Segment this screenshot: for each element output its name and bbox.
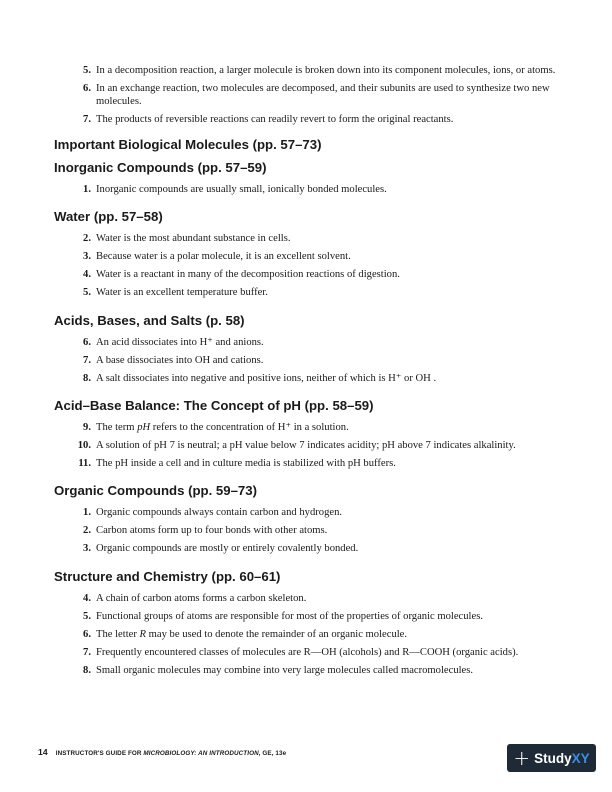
studyxy-badge[interactable] <box>507 744 596 772</box>
item-number: 3. <box>83 251 91 263</box>
item-text: Inorganic compounds are usually small, ionically bonded molecules. <box>96 183 387 195</box>
section-list <box>54 421 564 470</box>
list-item <box>54 64 564 77</box>
item-number: 2. <box>83 233 91 245</box>
list-item <box>54 336 564 349</box>
item-number: 2. <box>83 525 91 537</box>
list-item <box>54 439 564 452</box>
item-number: 8. <box>83 664 91 676</box>
item-text: A base dissociates into OH and cations. <box>96 354 264 366</box>
item-text: Water is an excellent temperature buffer. <box>96 287 268 299</box>
list-item <box>54 524 564 537</box>
section-list <box>54 232 564 299</box>
sections <box>54 160 564 677</box>
list-item <box>54 250 564 263</box>
intro-list <box>54 64 564 127</box>
main-heading: Important Biological Molecules (pp. 57–73) <box>54 136 322 152</box>
item-number: 7. <box>83 114 91 126</box>
item-number: 5. <box>83 610 91 622</box>
item-number: 6. <box>83 336 91 348</box>
item-number: 5. <box>83 287 91 299</box>
section-heading: Water (pp. 57–58) <box>54 209 163 225</box>
item-text: Small organic molecules may combine into very large molecules called macromolecules. <box>96 664 474 676</box>
list-item <box>54 506 564 519</box>
list-item <box>54 183 564 196</box>
list-item <box>54 286 564 299</box>
list-item <box>54 610 564 623</box>
page-number: 14 <box>38 747 48 757</box>
item-text: The products of reversible reactions can readily revert to form the original reactants. <box>96 114 454 126</box>
brand-accent: XY <box>571 750 590 766</box>
list-item <box>54 646 564 659</box>
item-text: In an exchange reaction, two molecules are decomposed, and their subunits are used to synthesize two new molecules. <box>96 83 550 108</box>
item-number: 9. <box>83 422 91 434</box>
item-number: 8. <box>83 372 91 384</box>
section-heading: Inorganic Compounds (pp. 57–59) <box>54 159 267 175</box>
section-heading: Structure and Chemistry (pp. 60–61) <box>54 568 281 584</box>
section-list <box>54 336 564 385</box>
list-item <box>54 372 564 385</box>
list-item <box>54 592 564 605</box>
section-list <box>54 506 564 555</box>
item-text: Water is the most abundant substance in cells. <box>96 233 291 245</box>
footer-book-title: MICROBIOLOGY: AN INTRODUCTION <box>143 750 259 757</box>
list-item <box>54 628 564 641</box>
item-number: 11. <box>78 458 91 470</box>
item-text: Frequently encountered classes of molecules are R—OH (alcohols) and R—COOH (organic acids). <box>96 646 519 658</box>
item-text: The pH inside a cell and in culture media is stabilized with pH buffers. <box>96 458 396 470</box>
item-text: Because water is a polar molecule, it is an excellent solvent. <box>96 251 351 263</box>
item-number: 5. <box>83 65 91 76</box>
list-item <box>54 457 564 470</box>
item-text: Functional groups of atoms are responsible for most of the properties of organic molecules. <box>96 610 483 622</box>
list-item <box>54 268 564 281</box>
item-text: Water is a reactant in many of the decomposition reactions of digestion. <box>96 269 400 281</box>
item-text: An acid dissociates into H⁺ and anions. <box>96 336 264 348</box>
page-footer <box>38 747 286 757</box>
brand-logo <box>534 751 590 766</box>
list-item <box>54 354 564 367</box>
item-number: 1. <box>83 507 91 519</box>
item-text: In a decomposition reaction, a larger molecule is broken down into its component molecules, ions, or atoms. <box>96 65 556 76</box>
footer-suffix: , GE, 13e <box>258 750 287 757</box>
list-item <box>54 421 564 434</box>
item-number: 4. <box>83 269 91 281</box>
item-number: 10. <box>77 440 91 452</box>
item-number: 1. <box>83 183 91 195</box>
item-text: A salt dissociates into negative and positive ions, neither of which is H⁺ or OH . <box>96 372 437 384</box>
item-number: 4. <box>83 592 91 604</box>
item-number: 7. <box>83 354 91 366</box>
list-item <box>54 82 564 109</box>
list-item <box>54 542 564 555</box>
item-text: Organic compounds are mostly or entirely covalently bonded. <box>96 543 359 555</box>
section-list <box>54 592 564 677</box>
item-text: The term pH refers to the concentration of H⁺ in a solution. <box>96 422 349 434</box>
item-number: 6. <box>83 83 91 94</box>
item-number: 6. <box>83 628 91 640</box>
item-text: Organic compounds always contain carbon and hydrogen. <box>96 507 343 519</box>
item-text: The letter R may be used to denote the remainder of an organic molecule. <box>96 628 408 640</box>
item-text: Carbon atoms form up to four bonds with other atoms. <box>96 525 328 537</box>
item-text: A solution of pH 7 is neutral; a pH value below 7 indicates acidity; pH above 7 indicates alkalinity. <box>96 440 516 452</box>
item-text: A chain of carbon atoms forms a carbon skeleton. <box>96 592 307 604</box>
list-item <box>54 232 564 245</box>
brand-main: Study <box>534 750 572 766</box>
list-item <box>54 664 564 677</box>
section-list <box>54 183 564 196</box>
footer-prefix: INSTRUCTOR'S GUIDE FOR <box>55 750 144 757</box>
section-heading: Acids, Bases, and Salts (p. 58) <box>54 312 245 328</box>
list-item <box>54 113 564 126</box>
section-heading: Acid–Base Balance: The Concept of pH (pp. 58–59) <box>54 398 374 414</box>
item-number: 7. <box>83 646 91 658</box>
plus-icon: + <box>513 746 531 770</box>
page-content <box>54 64 564 682</box>
item-number: 3. <box>83 543 91 555</box>
section-heading: Organic Compounds (pp. 59–73) <box>54 483 257 499</box>
